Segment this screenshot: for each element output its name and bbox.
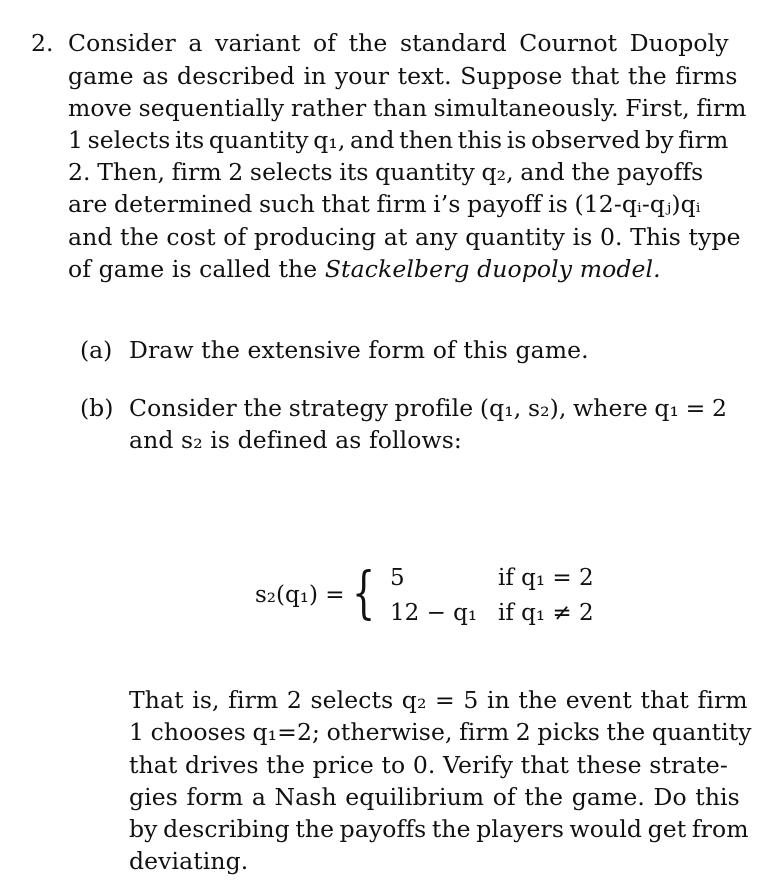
left-brace: {: [352, 561, 376, 626]
intro-line: 2. Then, firm 2 selects its quantity q₂, and the payoffs: [68, 158, 704, 186]
piecewise-formula: [255, 560, 635, 630]
case1-condition: if q₁ = 2: [498, 565, 594, 591]
part-a-label: (a): [80, 336, 113, 364]
case1-value: 5: [390, 565, 405, 591]
intro-line: Consider a variant of the standard Cournot Duopoly: [68, 29, 729, 57]
intro-line: 1 selects its quantity q₁, and then this is observed by firm: [68, 126, 729, 154]
part-b-label: (b): [80, 394, 114, 422]
intro-line: of game is called the Stackelberg duopoly model.: [68, 255, 661, 283]
followup-line: 1 chooses q₁=2; otherwise, firm 2 picks the quantity: [129, 718, 752, 746]
followup-line: by describing the payoffs the players would get from: [129, 815, 749, 843]
problem-number: 2.: [31, 29, 54, 57]
formula-lhs: s₂(q₁) =: [255, 582, 345, 608]
followup-line: That is, firm 2 selects q₂ = 5 in the event that firm: [129, 686, 748, 714]
intro-line: move sequentially rather than simultaneously. First, firm: [68, 94, 747, 122]
case2-condition: if q₁ ≠ 2: [498, 600, 594, 626]
followup-line: gies form a Nash equilibrium of the game. Do this: [129, 783, 740, 811]
followup-line: that drives the price to 0. Verify that these strate-: [129, 751, 728, 779]
intro-line: game as described in your text. Suppose that the firms: [68, 62, 738, 90]
intro-line: and the cost of producing at any quantity is 0. This type: [68, 223, 741, 251]
intro-line: are determined such that firm i’s payoff is (12-qᵢ-qⱼ)qᵢ: [68, 190, 701, 218]
part-b-line: and s₂ is defined as follows:: [129, 426, 462, 454]
part-b-line: Consider the strategy profile (q₁, s₂), where q₁ = 2: [129, 394, 728, 422]
part-a-text: Draw the extensive form of this game.: [129, 336, 589, 364]
followup-line: deviating.: [129, 847, 249, 875]
case2-value: 12 − q₁: [390, 600, 478, 626]
